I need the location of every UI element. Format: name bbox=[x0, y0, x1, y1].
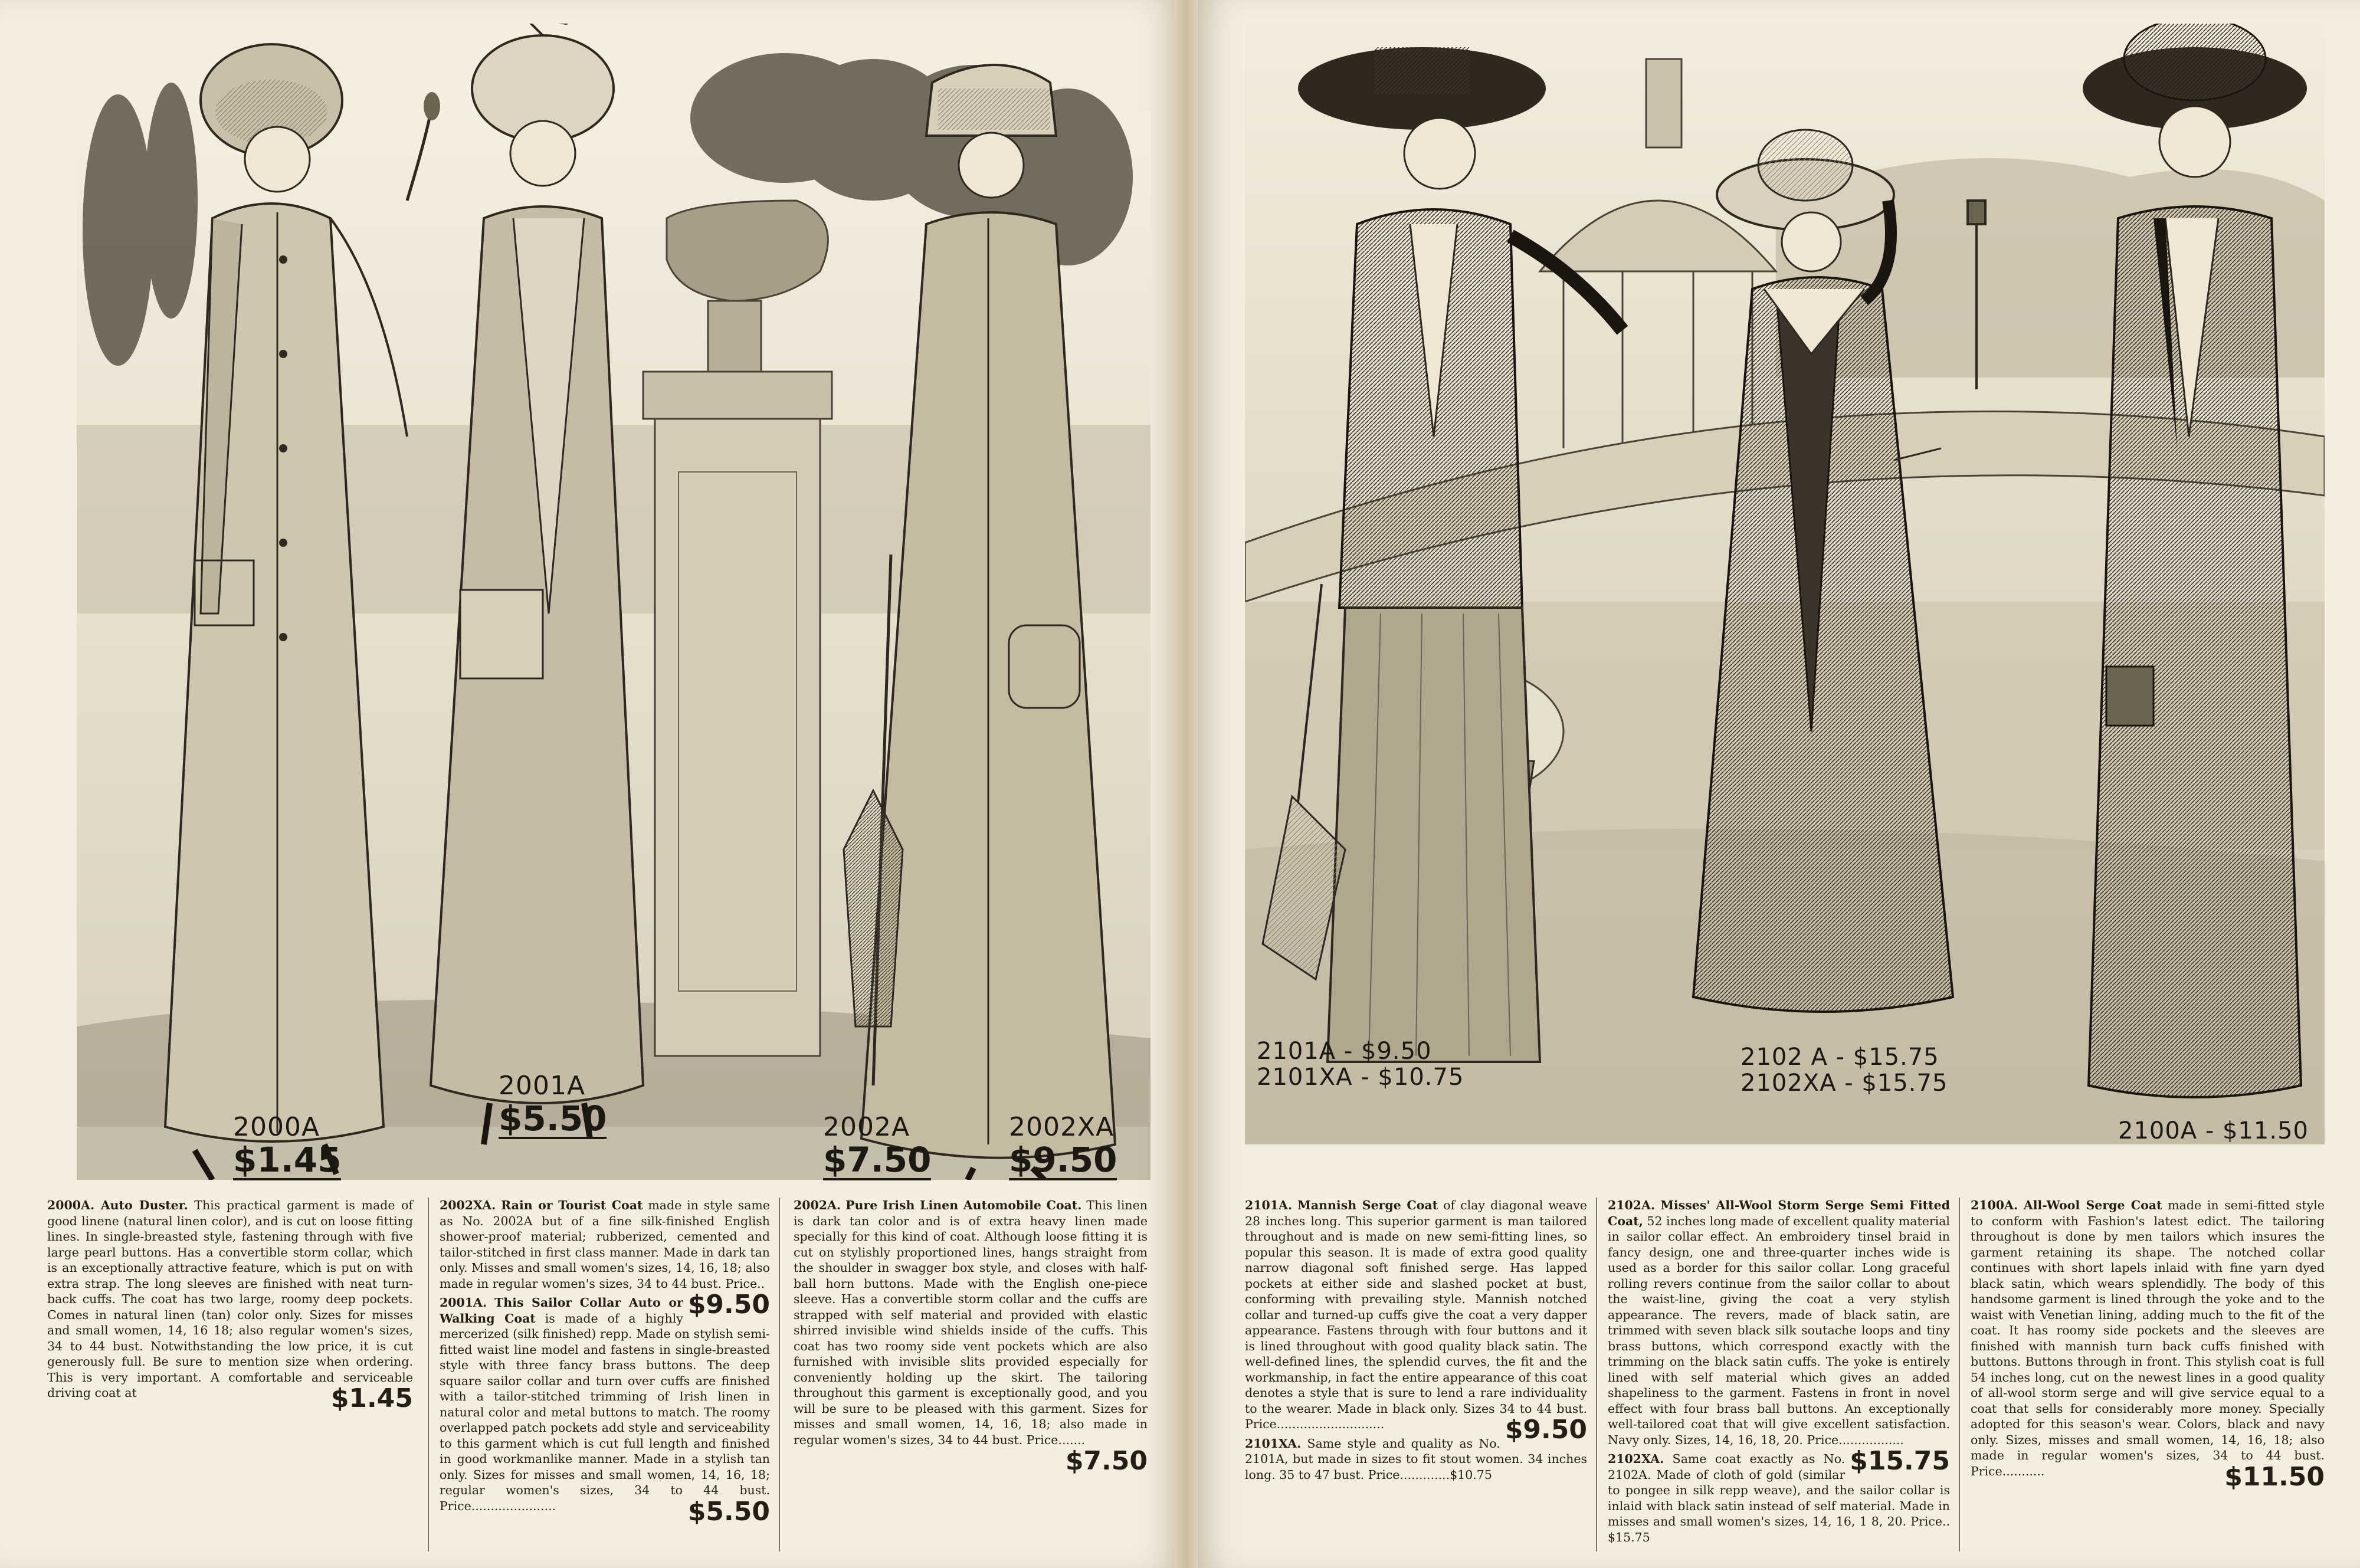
right-illustration-art bbox=[1245, 24, 2325, 1144]
item-text: Same style and quality as No. 2101A, but made in sizes to fit stout women. 34 inches long. 35 to 47 bust. Price.............$10.75 bbox=[1245, 1436, 1587, 1482]
column-rule bbox=[428, 1198, 429, 1551]
item-price: $15.75 bbox=[1850, 1446, 1950, 1476]
left-illustration-art bbox=[77, 24, 1150, 1180]
item-price: $11.50 bbox=[2224, 1461, 2325, 1492]
fig-label-line: 2101XA - $10.75 bbox=[1257, 1064, 1464, 1091]
fig-label-2002XA bbox=[1009, 1112, 1117, 1180]
fig-label-2001A bbox=[499, 1071, 607, 1139]
fig-label-line: 2101A - $9.50 bbox=[1257, 1038, 1432, 1065]
item-title: Mannish Serge Coat bbox=[1297, 1198, 1438, 1212]
item-text: This linen is dark tan color and is of extra heavy linen made specially for this kind of coat. Although loose fitting it is cut on stylishly proportioned lines, hangs straight from the shoulder in swagger box style, and closes with half-ball horn buttons. Made with the English one-piece sleeve. Has a convertible storm collar and the cuffs are strapped with self material and provided with elastic shirred invisible wind shields inside of the cuffs. This coat has two roomy side vent pockets which are also furnished with invisible slits provided especially for conveniently holding up the skirt. The tailoring throughout this garment is exceptionally good, and you will be sure to be pleased with this garment. Sizes for misses and small women, 14, 16, 18; also made in regular women's sizes, 34 to 44 bust. Price....... bbox=[794, 1198, 1148, 1447]
item-text: Same coat exactly as No. 2102A. Made of cloth of gold (similar to pongee in silk repp weave), and the sailor collar is inlaid with black satin instead of self material. Made in misses and small women's sizes, 14, 16, 1 8, 20. Price.. $15.75 bbox=[1608, 1452, 1950, 1544]
item-number: 2102XA. bbox=[1608, 1452, 1664, 1466]
fig-label-2101A bbox=[1257, 1038, 1464, 1090]
fig-code: 2001A bbox=[499, 1071, 586, 1101]
item-number: 2001A. bbox=[440, 1295, 487, 1310]
item-text: 52 inches long made of excellent quality material in sailor collar effect. An embroidery tinsel braid in fancy design, one and three-quarter inches wide is used as a border for this sailor collar. Long graceful rolling revers continue from the sailor collar to about the waist-line, giving the coat a very stylish appearance. The revers, made of black satin, are trimmed with seven black silk soutache loops and tiny brass buttons, which correspond exactly with the trimming on the black satin cuffs. The yoke is entirely lined with self material which gives an added shapeliness to the garment. Fastens in front in novel effect with four brass ball buttons. An exceptionally well-tailored coat that will give excellent satisfaction. Navy only. Sizes, 14, 16, 18, 20. Price................. bbox=[1608, 1213, 1950, 1447]
desc-2100A bbox=[1971, 1198, 2325, 1491]
item-text: is made of a highly mercerized (silk finished) repp. Made on stylish semi-fitted waist line model and fastens in single-breasted style with three fancy brass buttons. The deep square sailor collar and turn over cuffs are finished with a tailor-stitched trimming of Irish linen in natural color and metal buttons to match. The roomy overlapped patch pockets add style and serviceability to this garment which is cut full length and finished in good workmanlike manner. Made in a stylish tan only. Sizes for misses and small women, 14, 16, 18; regular women's sizes, 34 to 44 bust. Price...................... bbox=[440, 1311, 770, 1513]
desc-2102A bbox=[1608, 1198, 1950, 1549]
fig-label-2000A bbox=[233, 1112, 341, 1180]
fig-code: 2000A bbox=[233, 1112, 320, 1142]
item-number: 2101A. bbox=[1245, 1198, 1293, 1212]
desc-2002A bbox=[794, 1198, 1148, 1475]
item-title: Pure Irish Linen Automobile Coat. bbox=[845, 1198, 1082, 1212]
fig-label-2102A bbox=[1740, 1044, 1948, 1096]
item-title: This Sailor Collar Auto or Walking Coat bbox=[440, 1295, 683, 1326]
item-title: Rain or Tourist Coat bbox=[501, 1198, 643, 1212]
item-title: Auto Duster. bbox=[100, 1198, 188, 1212]
item-price: $1.45 bbox=[330, 1383, 413, 1413]
left-page bbox=[0, 0, 1174, 1568]
item-price: $7.50 bbox=[1065, 1446, 1148, 1476]
desc-2101A bbox=[1245, 1198, 1587, 1486]
column-rule bbox=[779, 1198, 780, 1551]
fig-label-2100A bbox=[2118, 1118, 2309, 1144]
item-price: $9.50 bbox=[1504, 1415, 1587, 1445]
fig-label-line: 2102 A - $15.75 bbox=[1740, 1044, 1939, 1071]
fig-price: $1.45 bbox=[233, 1140, 342, 1180]
item-price: $5.50 bbox=[687, 1496, 770, 1527]
item-number: 2102A. bbox=[1608, 1198, 1656, 1212]
item-title: All-Wool Serge Coat bbox=[2023, 1198, 2162, 1212]
item-text: of clay diagonal weave 28 inches long. This superior garment is man tailored throughout and is made on new semi-fitting lines, so popular this season. It is made of extra good quality narrow diagonal soft finished serge. Has lapped pockets at either side and slashed pocket at bust, conforming with prevailing style. Mannish notched collar and turned-up cuffs give the coat a very dapper appearance. Fastens through with four buttons and it is lined throughout with good quality black satin. The well-defined lines, the splendid curves, the fit and the workmanship, in fact the entire appearance of this coat denotes a style that is sure to lend a rare individuality to the wearer. Made in black only. Sizes 34 to 44 bust. Price............................ bbox=[1245, 1198, 1587, 1431]
fig-code: 2002XA bbox=[1009, 1112, 1115, 1142]
book-gutter bbox=[1174, 0, 1198, 1568]
fig-code: 2002A bbox=[823, 1112, 910, 1142]
item-price: $9.50 bbox=[687, 1290, 770, 1320]
fig-label-2002A bbox=[823, 1112, 931, 1180]
fig-price: $7.50 bbox=[823, 1140, 932, 1180]
item-title: Misses' All-Wool Storm Serge Semi Fitted Coat, bbox=[1608, 1198, 1950, 1228]
item-text: This practical garment is made of good linene (natural linen color), and is cut on loose fitting lines. In single-breasted style, fastening through with five large pearl buttons. Has a convertible storm collar, which is an exceptionally attractive feature, which is put on with extra strap. The long sleeves are finished with neat turn-back cuffs. The coat has two large, roomy deep pockets. Comes in natural linen (tan) color only. Sizes for misses and small women, 14, 16 18; also regular women's sizes, 34 to 44 bust. Notwithstanding the low price, it is cut generously full. Be sure to mention size when ordering. This is very important. A comfortable and serviceable driving coat at bbox=[47, 1198, 413, 1400]
column-rule bbox=[1959, 1198, 1960, 1551]
right-page bbox=[1198, 0, 2360, 1568]
desc-2002XA-2001A bbox=[440, 1198, 770, 1526]
item-text: made in semi-fitted style to conform with Fashion's latest edict. The tailoring throughout is done by men tailors which insures the garment retaining its shape. The notched collar continues with short lapels inlaid with fine yarn dyed black satin, which wears splendidly. The body of this handsome garment is lined through the yoke and to the waist with Venetian lining, adding much to the fit of the coat. It has roomy side pockets and the sleeves are finished with mannish turn back cuffs finished with buttons. Buttons through in front. This stylish coat is full 54 inches long, cut on the newest lines in a good quality of all-wool storm serge and will give service equal to a coat that sells for considerably more money. Specially adopted for this season's wear. Colors, black and navy only. Sizes, misses and small women, 14, 16, 18; also made in regular women's sizes, 34 to 44 bust. Price........... bbox=[1971, 1198, 2325, 1478]
desc-2000A bbox=[47, 1198, 413, 1412]
item-number: 2101XA. bbox=[1245, 1436, 1302, 1451]
item-number: 2000A. bbox=[47, 1198, 95, 1212]
item-text: made in style same as No. 2002A but of a fine silk-finished English shower-proof material; rubberized, cemented and tailor-stitched in first class manner. Made in dark tan only. Misses and small women's sizes, 14, 16, 18; also made in regular women's sizes, 34 to 44 bust. Price.. bbox=[440, 1198, 770, 1291]
item-number: 2002XA. bbox=[440, 1198, 496, 1212]
item-number: 2100A. bbox=[1971, 1198, 2018, 1212]
fig-price: $9.50 bbox=[1009, 1140, 1117, 1180]
fig-label-line: 2102XA - $15.75 bbox=[1740, 1070, 1948, 1097]
right-illustration bbox=[1245, 24, 2325, 1180]
left-illustration bbox=[77, 24, 1150, 1180]
item-number: 2002A. bbox=[794, 1198, 841, 1212]
column-rule bbox=[1596, 1198, 1597, 1551]
fig-label-line: 2100A - $11.50 bbox=[2118, 1117, 2309, 1144]
fig-price: $5.50 bbox=[499, 1098, 607, 1139]
